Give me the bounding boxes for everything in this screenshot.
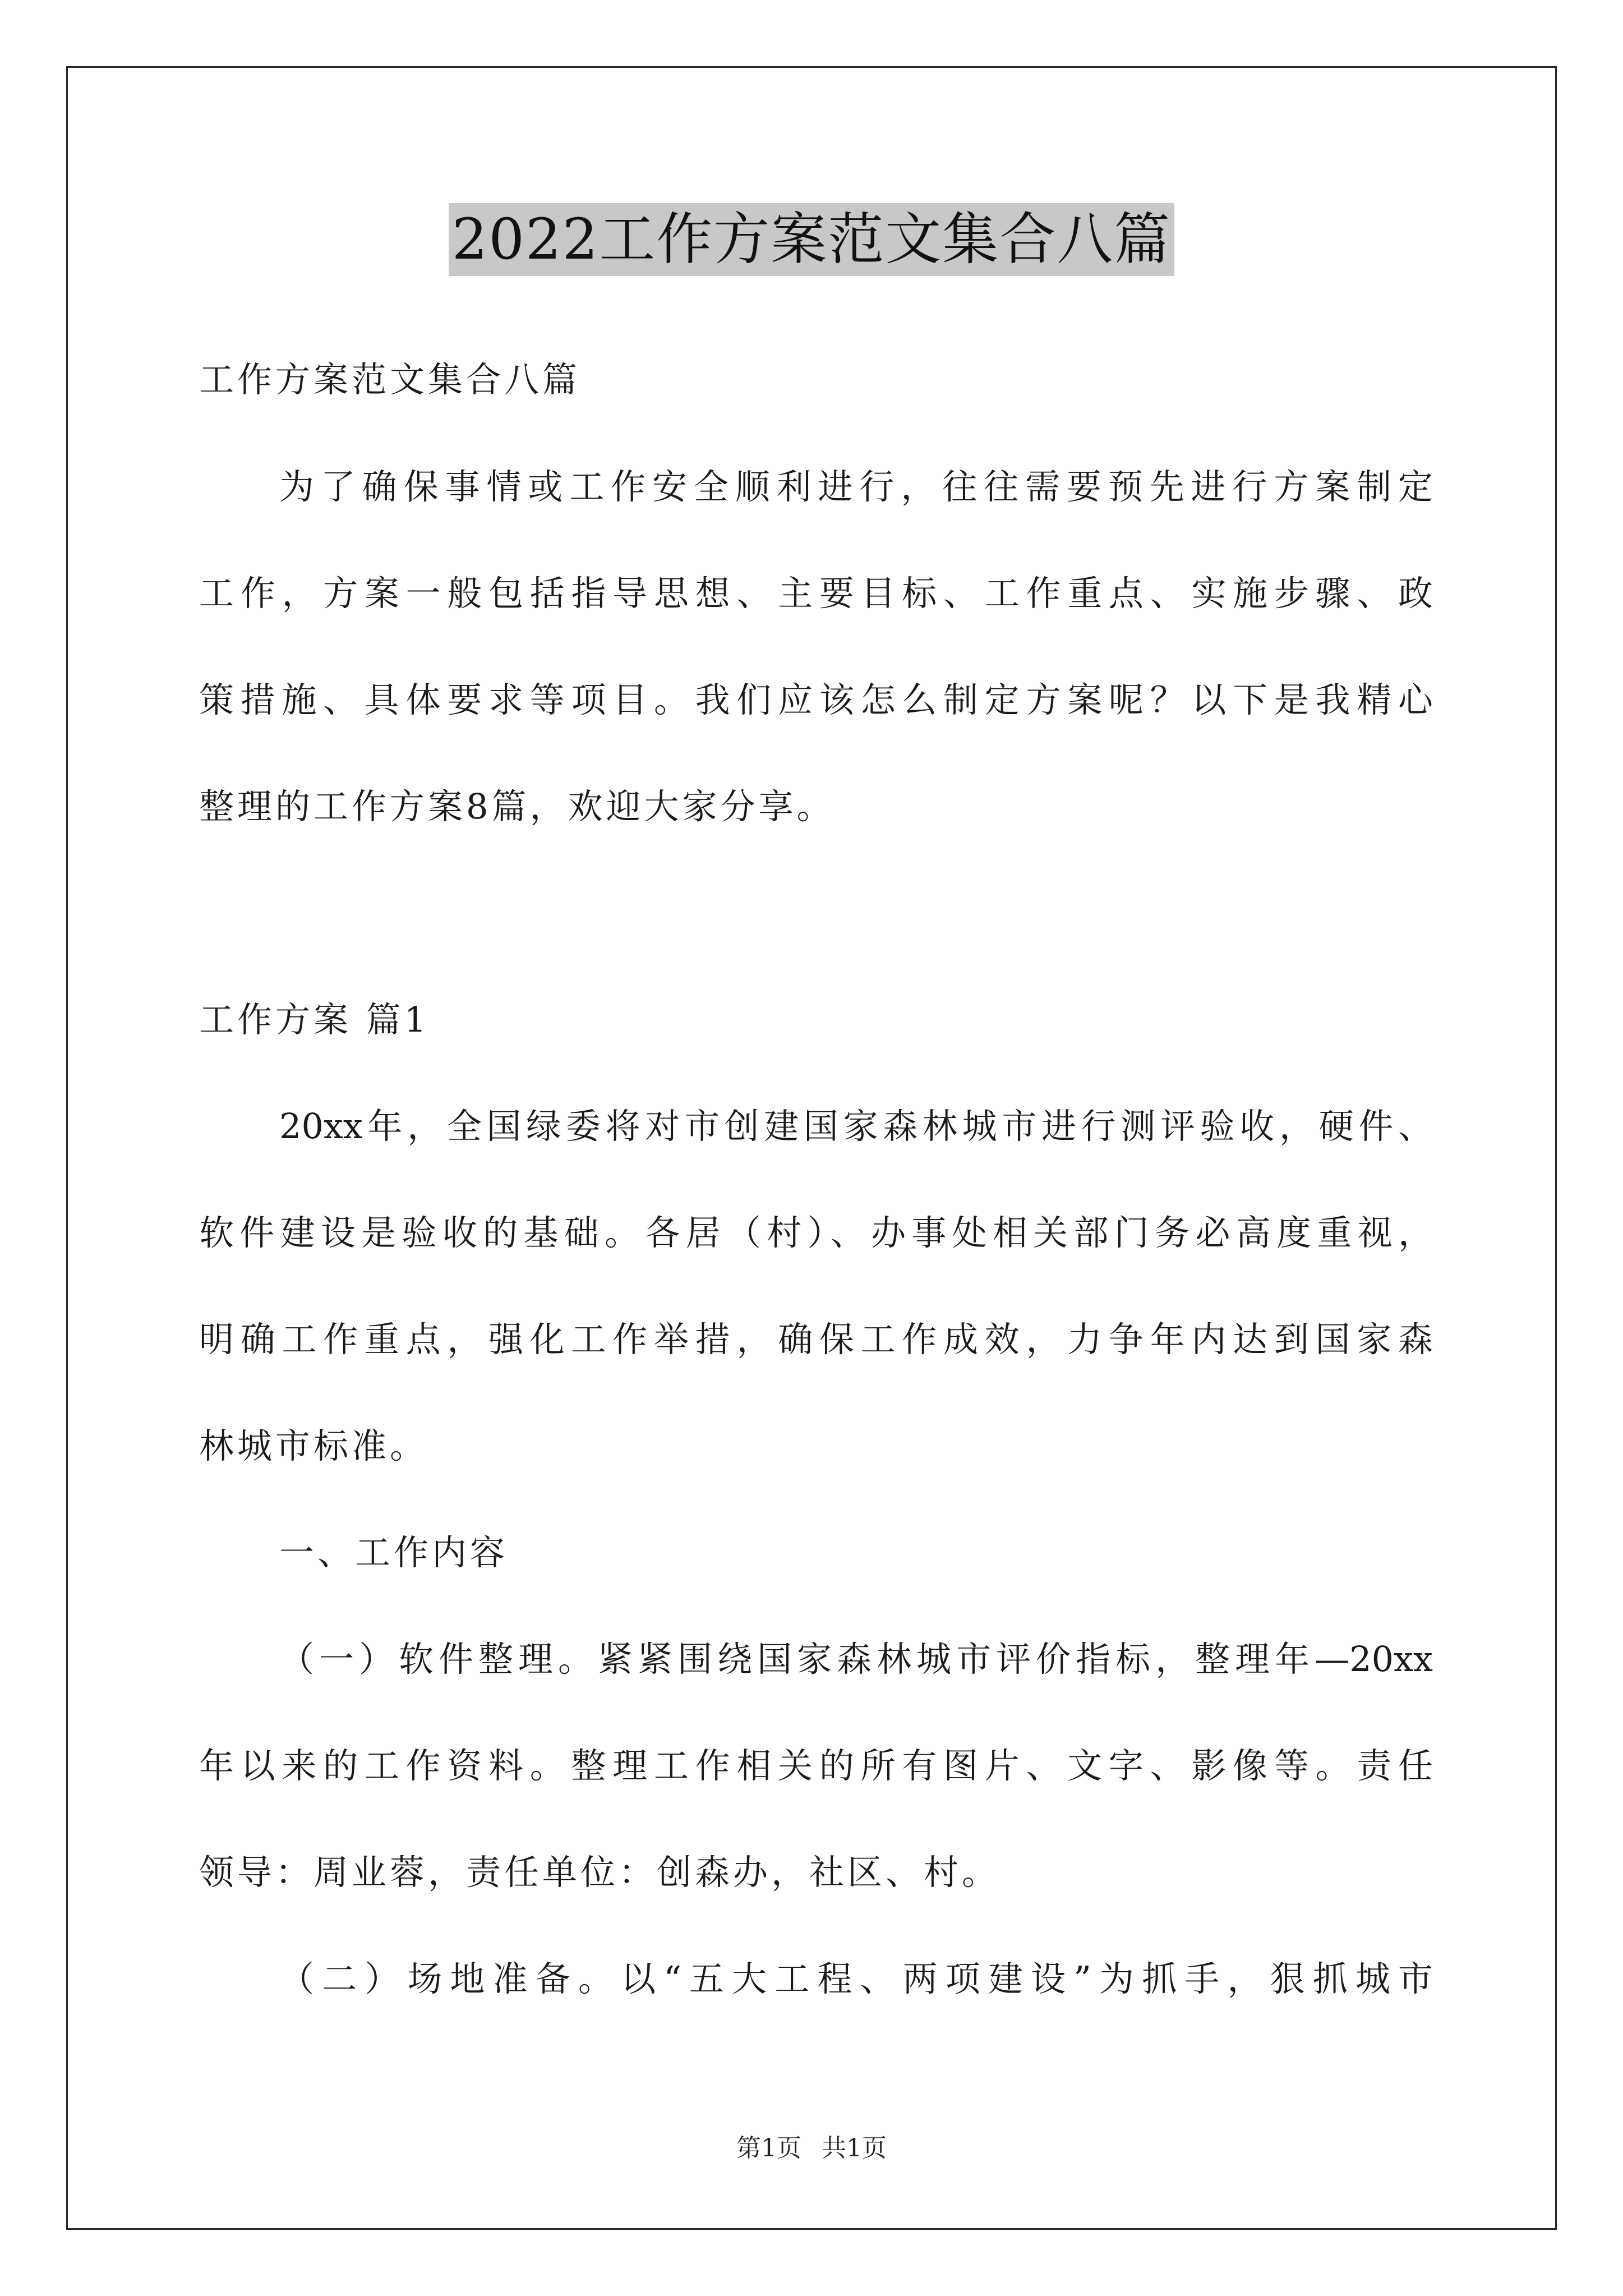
item1-line-3: 领导：周业蓉，责任单位：创森办，社区、村。 (199, 1852, 1000, 1893)
item2-line-1: （二）场地准备。以“五大工程、两项建设”为抓手，狠抓城市 (279, 1958, 1433, 1999)
section1-heading: 工作方案 篇1 (199, 999, 430, 1040)
document-title: 2022工作方案范文集合八篇 (449, 203, 1175, 276)
document-subtitle: 工作方案范文集合八篇 (199, 359, 581, 400)
intro-line-2: 工作，方案一般包括指导思想、主要目标、工作重点、实施步骤、政 (199, 573, 1433, 614)
intro-line-3: 策措施、具体要求等项目。我们应该怎么制定方案呢？以下是我精心 (199, 679, 1433, 720)
page-footer (0, 2132, 1623, 2165)
item1-line-1: （一）软件整理。紧紧围绕国家森林城市评价指标，整理年—20xx (279, 1639, 1433, 1680)
page-number-current: 第1页 (736, 2134, 801, 2162)
section1-line-1: 20xx年，全国绿委将对市创建国家森林城市进行测评验收，硬件、 (279, 1106, 1433, 1147)
section1-line-2: 软件建设是验收的基础。各居（村）、办事处相关部门务必高度重视， (199, 1212, 1433, 1253)
item1-line-2: 年以来的工作资料。整理工作相关的所有图片、文字、影像等。责任 (199, 1745, 1433, 1786)
page-number-total: 共1页 (822, 2134, 887, 2162)
title-container (0, 203, 1623, 276)
subheading-work-content: 一、工作内容 (279, 1532, 509, 1573)
section1-line-4: 林城市标准。 (199, 1425, 428, 1466)
intro-line-1: 为了确保事情或工作安全顺利进行，往往需要预先进行方案制定 (279, 466, 1433, 507)
intro-line-4: 整理的工作方案8篇，欢迎大家分享。 (199, 786, 835, 827)
section1-line-3: 明确工作重点，强化工作举措，确保工作成效，力争年内达到国家森 (199, 1319, 1433, 1360)
